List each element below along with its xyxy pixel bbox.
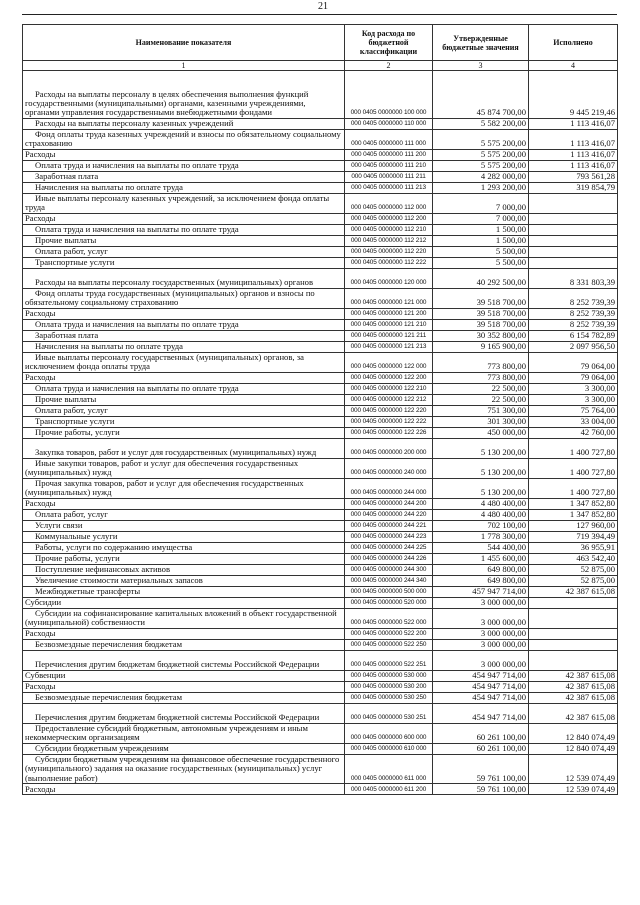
- row-approved: 22 500,00: [433, 383, 529, 394]
- row-name: Транспортные услуги: [23, 257, 345, 268]
- column-number-3: 3: [433, 61, 529, 71]
- table-row: [23, 670, 618, 681]
- row-approved: 1 500,00: [433, 224, 529, 235]
- header-name: Наименование показателя: [23, 25, 345, 61]
- row-code: 000 0405 0000000 500 000: [345, 586, 433, 597]
- row-name: Коммунальные услуги: [23, 531, 345, 542]
- table-row: [23, 71, 618, 119]
- row-code: 000 0405 0000000 112 000: [345, 193, 433, 213]
- table-row: [23, 288, 618, 308]
- row-name: Оплата работ, услуг: [23, 509, 345, 520]
- row-code: 000 0405 0000000 122 212: [345, 394, 433, 405]
- row-code: 000 0405 0000000 111 211: [345, 171, 433, 182]
- row-approved: 5 500,00: [433, 246, 529, 257]
- row-approved: 40 292 500,00: [433, 268, 529, 288]
- row-approved: 39 518 700,00: [433, 288, 529, 308]
- row-approved: 5 130 200,00: [433, 478, 529, 498]
- table-row: [23, 531, 618, 542]
- row-approved: 7 000,00: [433, 213, 529, 224]
- row-code: 000 0405 0000000 120 000: [345, 268, 433, 288]
- row-done: 79 064,00: [529, 372, 618, 383]
- table-row: [23, 542, 618, 553]
- top-rule: [22, 14, 617, 15]
- table-row: [23, 681, 618, 692]
- row-code: 000 0405 0000000 122 200: [345, 372, 433, 383]
- row-approved: 30 352 800,00: [433, 330, 529, 341]
- row-approved: 59 761 100,00: [433, 783, 529, 794]
- row-done: 463 542,40: [529, 553, 618, 564]
- table-row: [23, 405, 618, 416]
- row-approved: 3 000 000,00: [433, 608, 529, 628]
- table-row: [23, 149, 618, 160]
- table-row: [23, 308, 618, 319]
- table-row: [23, 319, 618, 330]
- table-row: [23, 608, 618, 628]
- row-approved: 3 000 000,00: [433, 650, 529, 670]
- row-name: Безвозмездные перечисления бюджетам: [23, 692, 345, 703]
- row-name: Заработная плата: [23, 330, 345, 341]
- row-name: Прочая закупка товаров, работ и услуг для обеспечения государственных (муниципальных) нужд: [23, 478, 345, 498]
- table-row: [23, 723, 618, 743]
- table-row: [23, 754, 618, 783]
- row-done: 1 400 727,80: [529, 458, 618, 478]
- row-code: 000 0405 0000000 111 200: [345, 149, 433, 160]
- row-name: Расходы: [23, 783, 345, 794]
- table-row: [23, 416, 618, 427]
- row-name: Начисления на выплаты по оплате труда: [23, 341, 345, 352]
- table-row: [23, 478, 618, 498]
- row-approved: 39 518 700,00: [433, 308, 529, 319]
- row-approved: 649 800,00: [433, 564, 529, 575]
- row-done: [529, 639, 618, 650]
- row-name: Оплата труда и начисления на выплаты по оплате труда: [23, 224, 345, 235]
- row-done: 75 764,00: [529, 405, 618, 416]
- row-name: Увеличение стоимости материальных запасов: [23, 575, 345, 586]
- row-approved: 5 575 200,00: [433, 129, 529, 149]
- row-done: [529, 246, 618, 257]
- row-done: 719 394,49: [529, 531, 618, 542]
- row-name: Предоставление субсидий бюджетным, автономным учреждениям и иным некоммерческим организациям: [23, 723, 345, 743]
- row-approved: 5 500,00: [433, 257, 529, 268]
- row-approved: 60 261 100,00: [433, 723, 529, 743]
- row-name: Прочие работы, услуги: [23, 553, 345, 564]
- row-name: Оплата труда и начисления на выплаты по оплате труда: [23, 319, 345, 330]
- table-row: [23, 575, 618, 586]
- row-approved: 3 000 000,00: [433, 639, 529, 650]
- table-row: [23, 628, 618, 639]
- report-rows: [23, 71, 618, 795]
- row-code: 000 0405 0000000 244 226: [345, 553, 433, 564]
- table-row: [23, 171, 618, 182]
- row-name: Расходы: [23, 308, 345, 319]
- row-name: Расходы: [23, 498, 345, 509]
- table-row: [23, 182, 618, 193]
- row-name: Расходы на выплаты персоналу государственных (муниципальных) органов: [23, 268, 345, 288]
- row-name: Прочие работы, услуги: [23, 427, 345, 438]
- row-approved: 5 575 200,00: [433, 160, 529, 171]
- table-row: [23, 458, 618, 478]
- header-approved: Утвержденные бюджетные значения: [433, 25, 529, 61]
- row-approved: 301 300,00: [433, 416, 529, 427]
- table-row: [23, 268, 618, 288]
- row-approved: 3 000 000,00: [433, 597, 529, 608]
- row-done: 6 154 782,89: [529, 330, 618, 341]
- row-code: 000 0405 0000000 244 221: [345, 520, 433, 531]
- row-name: Услуги связи: [23, 520, 345, 531]
- row-approved: 4 282 000,00: [433, 171, 529, 182]
- row-name: Оплата труда и начисления на выплаты по оплате труда: [23, 383, 345, 394]
- row-approved: 45 874 700,00: [433, 71, 529, 119]
- row-done: 8 331 803,39: [529, 268, 618, 288]
- row-name: Субсидии бюджетным учреждениям: [23, 743, 345, 754]
- row-done: 319 854,79: [529, 182, 618, 193]
- row-name: Межбюджетные трансферты: [23, 586, 345, 597]
- row-name: Субсидии: [23, 597, 345, 608]
- row-done: 42 387 615,08: [529, 681, 618, 692]
- row-name: Расходы: [23, 372, 345, 383]
- row-code: 000 0405 0000000 110 000: [345, 118, 433, 129]
- row-code: 000 0405 0000000 530 200: [345, 681, 433, 692]
- row-done: 8 252 739,39: [529, 319, 618, 330]
- row-done: 1 400 727,80: [529, 478, 618, 498]
- row-approved: 5 130 200,00: [433, 458, 529, 478]
- table-row: [23, 118, 618, 129]
- table-row: [23, 129, 618, 149]
- table-row: [23, 330, 618, 341]
- row-code: 000 0405 0000000 520 000: [345, 597, 433, 608]
- row-name: Прочие выплаты: [23, 394, 345, 405]
- table-row: [23, 597, 618, 608]
- table-row: [23, 509, 618, 520]
- table-row: [23, 352, 618, 372]
- row-code: 000 0405 0000000 244 200: [345, 498, 433, 509]
- table-row: [23, 341, 618, 352]
- row-code: 000 0405 0000000 610 000: [345, 743, 433, 754]
- row-name: Иные выплаты персоналу казенных учреждений, за исключением фонда оплаты труда: [23, 193, 345, 213]
- table-row: [23, 383, 618, 394]
- row-approved: 454 947 714,00: [433, 670, 529, 681]
- row-approved: 454 947 714,00: [433, 681, 529, 692]
- table-row: [23, 213, 618, 224]
- row-approved: 1 293 200,00: [433, 182, 529, 193]
- table-row: [23, 372, 618, 383]
- table-row: [23, 743, 618, 754]
- row-code: 000 0405 0000000 122 220: [345, 405, 433, 416]
- column-number-4: 4: [529, 61, 618, 71]
- row-code: 000 0405 0000000 530 251: [345, 703, 433, 723]
- row-done: 1 113 416,07: [529, 160, 618, 171]
- row-name: Субвенции: [23, 670, 345, 681]
- row-approved: 5 582 200,00: [433, 118, 529, 129]
- row-name: Фонд оплаты труда государственных (муниципальных) органов и взносы по обязательному социальному страхованию: [23, 288, 345, 308]
- row-done: 1 113 416,07: [529, 149, 618, 160]
- row-code: 000 0405 0000000 112 200: [345, 213, 433, 224]
- row-name: Иные выплаты персоналу государственных (муниципальных) органов, за исключением фонда оплаты труда: [23, 352, 345, 372]
- row-code: 000 0405 0000000 611 000: [345, 754, 433, 783]
- row-code: 000 0405 0000000 122 226: [345, 427, 433, 438]
- row-done: 42 760,00: [529, 427, 618, 438]
- row-done: 8 252 739,39: [529, 308, 618, 319]
- row-done: [529, 597, 618, 608]
- table-row: [23, 639, 618, 650]
- row-approved: 60 261 100,00: [433, 743, 529, 754]
- row-code: 000 0405 0000000 244 340: [345, 575, 433, 586]
- table-row: [23, 427, 618, 438]
- row-code: 000 0405 0000000 122 000: [345, 352, 433, 372]
- row-done: 2 097 956,50: [529, 341, 618, 352]
- row-name: Субсидии на софинансирование капитальных вложений в объект государственной (муниципальной) собственности: [23, 608, 345, 628]
- row-done: [529, 193, 618, 213]
- row-approved: 454 947 714,00: [433, 692, 529, 703]
- row-name: Фонд оплаты труда казенных учреждений и взносы по обязательному социальному страхованию: [23, 129, 345, 149]
- row-name: Прочие выплаты: [23, 235, 345, 246]
- row-name: Закупка товаров, работ и услуг для государственных (муниципальных) нужд: [23, 438, 345, 458]
- row-approved: 4 480 400,00: [433, 498, 529, 509]
- table-row: [23, 586, 618, 597]
- row-approved: 1 455 600,00: [433, 553, 529, 564]
- row-done: [529, 608, 618, 628]
- table-row: [23, 235, 618, 246]
- row-approved: 457 947 714,00: [433, 586, 529, 597]
- row-done: 42 387 615,08: [529, 692, 618, 703]
- row-approved: 39 518 700,00: [433, 319, 529, 330]
- row-code: 000 0405 0000000 111 213: [345, 182, 433, 193]
- row-done: [529, 213, 618, 224]
- row-approved: 9 165 900,00: [433, 341, 529, 352]
- row-code: 000 0405 0000000 111 000: [345, 129, 433, 149]
- row-name: Расходы на выплаты персоналу казенных учреждений: [23, 118, 345, 129]
- row-code: 000 0405 0000000 121 211: [345, 330, 433, 341]
- row-done: 79 064,00: [529, 352, 618, 372]
- row-code: 000 0405 0000000 244 225: [345, 542, 433, 553]
- row-approved: 773 800,00: [433, 372, 529, 383]
- row-approved: 22 500,00: [433, 394, 529, 405]
- row-name: Работы, услуги по содержанию имущества: [23, 542, 345, 553]
- row-done: 42 387 615,08: [529, 670, 618, 681]
- row-done: 12 840 074,49: [529, 723, 618, 743]
- row-done: 1 113 416,07: [529, 129, 618, 149]
- row-approved: 1 500,00: [433, 235, 529, 246]
- row-code: 000 0405 0000000 611 200: [345, 783, 433, 794]
- row-done: 127 960,00: [529, 520, 618, 531]
- row-done: [529, 257, 618, 268]
- row-name: Безвозмездные перечисления бюджетам: [23, 639, 345, 650]
- row-code: 000 0405 0000000 112 212: [345, 235, 433, 246]
- table-row: [23, 498, 618, 509]
- table-row: [23, 520, 618, 531]
- row-approved: 454 947 714,00: [433, 703, 529, 723]
- report-table: [22, 24, 618, 795]
- row-approved: 773 800,00: [433, 352, 529, 372]
- row-code: 000 0405 0000000 200 000: [345, 438, 433, 458]
- row-code: 000 0405 0000000 112 220: [345, 246, 433, 257]
- table-row: [23, 160, 618, 171]
- row-code: 000 0405 0000000 530 000: [345, 670, 433, 681]
- row-done: 3 300,00: [529, 394, 618, 405]
- row-code: 000 0405 0000000 111 210: [345, 160, 433, 171]
- row-code: 000 0405 0000000 522 200: [345, 628, 433, 639]
- row-done: 12 539 074,49: [529, 754, 618, 783]
- row-name: Оплата работ, услуг: [23, 405, 345, 416]
- table-row: [23, 564, 618, 575]
- row-done: 42 387 615,08: [529, 703, 618, 723]
- table-row: [23, 224, 618, 235]
- table-row: [23, 783, 618, 794]
- row-done: 3 300,00: [529, 383, 618, 394]
- column-number-1: 1: [23, 61, 345, 71]
- row-done: 8 252 739,39: [529, 288, 618, 308]
- row-done: [529, 628, 618, 639]
- row-approved: 1 778 300,00: [433, 531, 529, 542]
- row-name: Оплата труда и начисления на выплаты по оплате труда: [23, 160, 345, 171]
- table-row: [23, 257, 618, 268]
- row-done: 36 955,91: [529, 542, 618, 553]
- row-name: Транспортные услуги: [23, 416, 345, 427]
- row-name: Начисления на выплаты по оплате труда: [23, 182, 345, 193]
- row-name: Расходы на выплаты персоналу в целях обеспечения выполнения функций государственными (муниципальными) органами, казенными учреждениями, органами управления государственными внебюджетными фондами: [23, 71, 345, 119]
- table-row: [23, 692, 618, 703]
- row-name: Поступление нефинансовых активов: [23, 564, 345, 575]
- row-code: 000 0405 0000000 244 223: [345, 531, 433, 542]
- row-name: Расходы: [23, 213, 345, 224]
- row-code: 000 0405 0000000 244 000: [345, 478, 433, 498]
- row-done: 12 840 074,49: [529, 743, 618, 754]
- header-code: Код расхода по бюджетной классификации: [345, 25, 433, 61]
- row-done: 793 561,28: [529, 171, 618, 182]
- row-code: 000 0405 0000000 121 200: [345, 308, 433, 319]
- header-done: Исполнено: [529, 25, 618, 61]
- row-name: Расходы: [23, 681, 345, 692]
- row-done: 12 539 074,49: [529, 783, 618, 794]
- row-done: 1 400 727,80: [529, 438, 618, 458]
- row-done: 52 875,00: [529, 575, 618, 586]
- row-code: 000 0405 0000000 121 000: [345, 288, 433, 308]
- table-row: [23, 650, 618, 670]
- table-row: [23, 553, 618, 564]
- row-done: [529, 235, 618, 246]
- row-name: Перечисления другим бюджетам бюджетной системы Российской Федерации: [23, 650, 345, 670]
- row-code: 000 0405 0000000 522 250: [345, 639, 433, 650]
- row-name: Субсидии бюджетным учреждениям на финансовое обеспечение государственного (муниципального) задания на оказание государственных (муниципальных) услуг (выполнение работ): [23, 754, 345, 783]
- row-code: 000 0405 0000000 522 251: [345, 650, 433, 670]
- row-done: 1 113 416,07: [529, 118, 618, 129]
- row-approved: 4 480 400,00: [433, 509, 529, 520]
- row-approved: 450 000,00: [433, 427, 529, 438]
- row-approved: 751 300,00: [433, 405, 529, 416]
- row-name: Оплата работ, услуг: [23, 246, 345, 257]
- row-code: 000 0405 0000000 122 222: [345, 416, 433, 427]
- row-approved: 5 130 200,00: [433, 438, 529, 458]
- row-approved: 702 100,00: [433, 520, 529, 531]
- row-name: Расходы: [23, 628, 345, 639]
- row-done: 1 347 852,80: [529, 498, 618, 509]
- row-approved: 544 400,00: [433, 542, 529, 553]
- row-done: 52 875,00: [529, 564, 618, 575]
- row-code: 000 0405 0000000 112 222: [345, 257, 433, 268]
- column-number-2: 2: [345, 61, 433, 71]
- row-code: 000 0405 0000000 121 210: [345, 319, 433, 330]
- table-row: [23, 438, 618, 458]
- row-done: 33 004,00: [529, 416, 618, 427]
- row-done: [529, 650, 618, 670]
- row-approved: 7 000,00: [433, 193, 529, 213]
- row-done: 9 445 219,46: [529, 71, 618, 119]
- row-code: 000 0405 0000000 600 000: [345, 723, 433, 743]
- table-row: [23, 193, 618, 213]
- row-code: 000 0405 0000000 530 250: [345, 692, 433, 703]
- row-approved: 5 575 200,00: [433, 149, 529, 160]
- row-code: 000 0405 0000000 522 000: [345, 608, 433, 628]
- row-done: 1 347 852,80: [529, 509, 618, 520]
- row-code: 000 0405 0000000 122 210: [345, 383, 433, 394]
- row-approved: 3 000 000,00: [433, 628, 529, 639]
- row-code: 000 0405 0000000 244 300: [345, 564, 433, 575]
- row-name: Иные закупки товаров, работ и услуг для обеспечения государственных (муниципальных) нужд: [23, 458, 345, 478]
- table-row: [23, 394, 618, 405]
- row-approved: 59 761 100,00: [433, 754, 529, 783]
- page-number: 21: [318, 1, 328, 12]
- row-name: Перечисления другим бюджетам бюджетной системы Российской Федерации: [23, 703, 345, 723]
- row-done: 42 387 615,08: [529, 586, 618, 597]
- row-code: 000 0405 0000000 100 000: [345, 71, 433, 119]
- table-row: [23, 703, 618, 723]
- row-done: [529, 224, 618, 235]
- row-approved: 649 800,00: [433, 575, 529, 586]
- row-name: Заработная плата: [23, 171, 345, 182]
- row-code: 000 0405 0000000 121 213: [345, 341, 433, 352]
- row-code: 000 0405 0000000 240 000: [345, 458, 433, 478]
- row-code: 000 0405 0000000 112 210: [345, 224, 433, 235]
- table-row: [23, 246, 618, 257]
- row-name: Расходы: [23, 149, 345, 160]
- row-code: 000 0405 0000000 244 220: [345, 509, 433, 520]
